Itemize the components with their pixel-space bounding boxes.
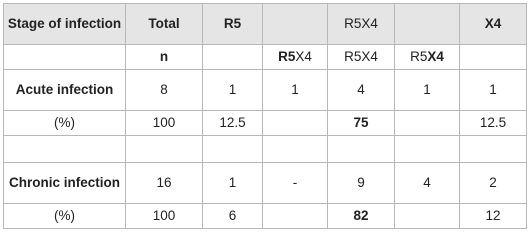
header-x4: X4 [460, 4, 527, 45]
spacer-cell [4, 136, 126, 163]
subheader-n: n [126, 45, 203, 70]
acute-pct-r5: 12.5 [203, 111, 263, 136]
chronic-r5x4-b: 9 [328, 163, 395, 204]
chronic-x4: 2 [460, 163, 527, 204]
acute-r5x4-c: 1 [395, 70, 460, 111]
chronic-r5: 1 [203, 163, 263, 204]
chronic-pct-total: 100 [126, 204, 203, 229]
chronic-total: 16 [126, 163, 203, 204]
acute-total: 8 [126, 70, 203, 111]
subheader-r5x4-bold-part: R5 [278, 49, 296, 64]
acute-pct-row [4, 111, 527, 136]
spacer-cell [126, 136, 203, 163]
acute-label: Acute infection [4, 70, 126, 111]
chronic-r5x4-a: - [263, 163, 328, 204]
subheader-x4 [460, 45, 527, 70]
header-total: Total [126, 4, 203, 45]
header-r5: R5 [203, 4, 263, 45]
subheader-r5x4-x4-dominant [395, 45, 460, 70]
infection-stage-table [3, 3, 527, 229]
acute-r5x4-a: 1 [263, 70, 328, 111]
chronic-r5x4-c: 4 [395, 163, 460, 204]
spacer-cell [203, 136, 263, 163]
acute-r5x4-b: 4 [328, 70, 395, 111]
acute-pct-r5x4-a [263, 111, 328, 136]
header-stage: Stage of infection [4, 4, 126, 45]
chronic-pct-label: (%) [4, 204, 126, 229]
table-container [3, 3, 527, 229]
spacer-cell [263, 136, 328, 163]
chronic-row [4, 163, 527, 204]
chronic-pct-r5x4-a [263, 204, 328, 229]
header-row [4, 4, 527, 45]
chronic-pct-r5: 6 [203, 204, 263, 229]
chronic-pct-r5x4-b: 82 [328, 204, 395, 229]
acute-row [4, 70, 527, 111]
chronic-pct-x4: 12 [460, 204, 527, 229]
subheader-r5x4-plain-part: X4 [295, 49, 312, 64]
header-empty-2 [395, 4, 460, 45]
sub-header-row [4, 45, 527, 70]
chronic-pct-r5x4-c [395, 204, 460, 229]
chronic-pct-row [4, 204, 527, 229]
chronic-label: Chronic infection [4, 163, 126, 204]
acute-x4: 1 [460, 70, 527, 111]
spacer-cell [328, 136, 395, 163]
acute-r5: 1 [203, 70, 263, 111]
spacer-row [4, 136, 527, 163]
acute-pct-r5x4-c [395, 111, 460, 136]
subheader-r5x4-mid: R5X4 [328, 45, 395, 70]
acute-pct-x4: 12.5 [460, 111, 527, 136]
acute-pct-label: (%) [4, 111, 126, 136]
spacer-cell [460, 136, 527, 163]
acute-pct-total: 100 [126, 111, 203, 136]
subheader-r5x4b-plain-part: R5 [410, 49, 428, 64]
subheader-stage [4, 45, 126, 70]
header-empty-1 [263, 4, 328, 45]
header-r5x4: R5X4 [328, 4, 395, 45]
subheader-r5x4-r5-dominant [263, 45, 328, 70]
subheader-r5 [203, 45, 263, 70]
acute-pct-r5x4-b: 75 [328, 111, 395, 136]
subheader-r5x4b-bold-part: X4 [427, 49, 444, 64]
spacer-cell [395, 136, 460, 163]
